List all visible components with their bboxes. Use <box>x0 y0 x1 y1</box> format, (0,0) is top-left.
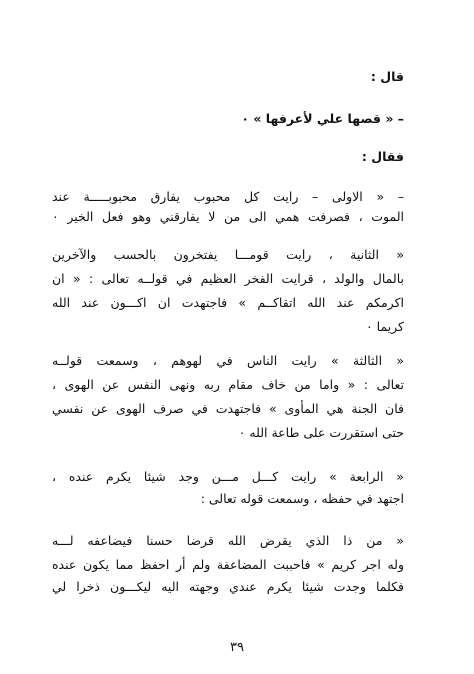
text-line: اكرمكم عند الله اتقاكــم » فاجتهدت ان اكـــون عند الله <box>52 295 404 310</box>
text-line: « الثالثة » رايت الناس في لهوهم ، وسمعت قولــه <box>52 353 404 368</box>
text-line: كريما ٠ <box>365 319 404 334</box>
text-line: فقال : <box>361 149 404 164</box>
text-line: فان الجنة هي المأوى » فاجتهدت في صرف الهوى عن نفسي <box>52 401 404 416</box>
text-line: فكلما وجدت شيئا يكرم عندي وجهته اليه ليكـــون ذخرا لي <box>52 579 404 594</box>
text-line: « من ذا الذي يقرض الله قرضا حسنا فيضاعفه لـــه <box>52 533 404 548</box>
text-line: – « قصها علي لأعرفها » ٠ <box>241 111 404 126</box>
text-line: – « الاولى – رايت كل محبوب يفارق محبوبـــــة عند <box>52 189 404 204</box>
text-line: « الثانية ، رايت قومـــا يفتخرون بالحسب والآخرين <box>52 247 404 262</box>
text-line: الموت ، فصرفت همي الى من لا يفارقني وهو فعل الخير ٠ <box>52 209 404 224</box>
text-line: تعالى : « واما من خاف مقام ربه ونهى النفس عن الهوى ، <box>52 377 404 392</box>
text-line: بالمال والولد ، قرايت الفخر العظيم في قولــه تعالى : « ان <box>52 271 404 286</box>
text-line: اجتهد في حفظه ، وسمعت قوله تعالى : <box>200 491 404 506</box>
text-line: « الرابعة » رايت كـــل مـــن وجد شيئا يكرم عنده ، <box>52 469 404 484</box>
text-line: حتى استقررت على طاعة الله ٠ <box>238 425 404 440</box>
text-line: وله اجر كريم » فاحببت المضاعفة ولم أر احفظ مما يكون عنده <box>52 557 404 572</box>
text-line: قال : <box>370 69 404 84</box>
page-number: ٣٩ <box>230 640 244 655</box>
